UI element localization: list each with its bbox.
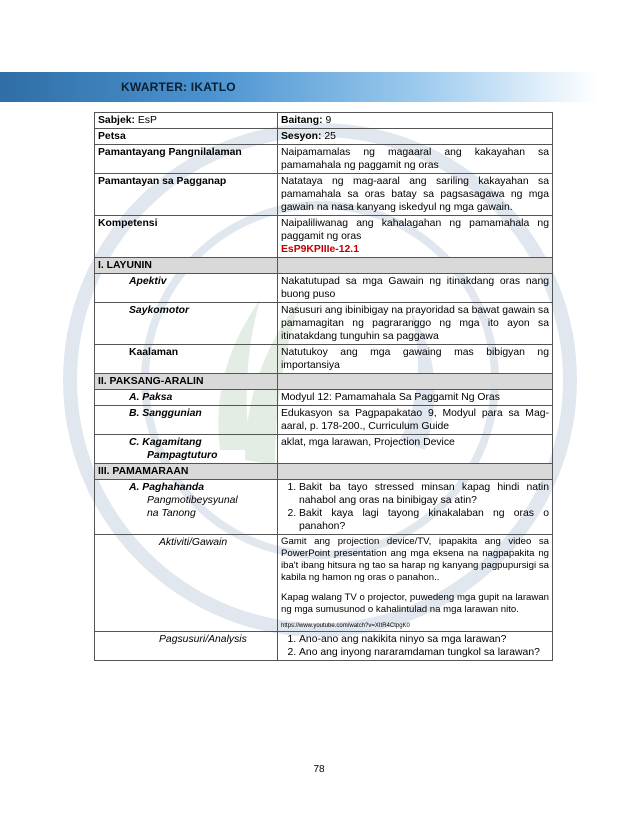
list-item: 1. Ano-ano ang nakikita ninyo sa mga larawan? <box>299 633 549 646</box>
section-subject-matter <box>95 374 553 390</box>
date-label: Petsa <box>95 129 278 145</box>
knowledge-label: Kaalaman <box>95 345 278 374</box>
procedure-heading: III. PAMAMARAAN <box>95 464 278 480</box>
psychomotor-value: Nasusuri ang ibinibigay na prayoridad sa bawat gawain sa pamamagitan ng pagraranggo ng mga ito ayon sa itinatakdang tunguhin sa paggawa <box>278 303 553 345</box>
row-psychomotor <box>95 303 553 345</box>
row-topic <box>95 390 553 406</box>
preparation-label: A. Paghahanda Pangmotibeysyunal na Tanong <box>95 480 278 535</box>
affective-label: Apektiv <box>95 274 278 303</box>
content-standard-label: Pamantayang Pangnilalaman <box>95 145 278 174</box>
row-analysis <box>95 632 553 661</box>
materials-value: aklat, mga larawan, Projection Device <box>278 435 553 464</box>
subject-matter-heading: II. PAKSANG-ARALIN <box>95 374 278 390</box>
row-subject <box>95 113 553 129</box>
list-item: 2. Bakit kaya lagi tayong kinakalaban ng oras o panahon? <box>299 507 549 533</box>
subject-cell: Sabjek: EsP <box>95 113 278 129</box>
section-procedure <box>95 464 553 480</box>
activity-paragraph-1: Gamit ang projection device/TV, ipapakita ang video sa PowerPoint presentation ang mga eksena na nagpapakita ng iba't ibang hitsura ng tao sa harap ng kanyang pagpupursigi sa kabila ng hamon ng oras o panahon.. <box>281 536 549 583</box>
competency-label: Kompetensi <box>95 216 278 258</box>
list-item: 1. Bakit ba tayo stressed minsan kapag hindi natin nahabol ang oras na binibigay sa atin? <box>299 481 549 507</box>
row-competency <box>95 216 553 258</box>
section-objectives <box>95 258 553 274</box>
performance-standard-value: Natataya ng mag-aaral ang sariling kakayahan sa pamamahala sa oras batay sa pagsasagawa ng mga gawain na nasa kanyang iskedyul ng mga gawain. <box>278 174 553 216</box>
list-item: 2. Ano ang inyong nararamdaman tungkol sa larawan? <box>299 646 549 659</box>
page-number: 78 <box>313 764 325 775</box>
row-references <box>95 406 553 435</box>
references-label: B. Sanggunian <box>95 406 278 435</box>
competency-cell <box>278 216 553 258</box>
row-activity <box>95 535 553 632</box>
activity-cell <box>278 535 553 632</box>
analysis-questions <box>278 632 553 661</box>
competency-value: Naipaliliwanag ang kahalagahan ng pamamahala ng paggamit ng oras <box>281 218 549 242</box>
session-value: 25 <box>324 131 336 142</box>
content-standard-value: Naipamamalas ng magaaral ang kakayahan sa pamamahala ng paggamit ng oras <box>278 145 553 174</box>
session-cell: Sesyon: 25 <box>278 129 553 145</box>
grade-cell: Baitang: 9 <box>278 113 553 129</box>
row-preparation <box>95 480 553 535</box>
performance-standard-label: Pamantayan sa Pagganap <box>95 174 278 216</box>
quarter-label: KWARTER: IKATLO <box>121 80 236 94</box>
lesson-plan-table <box>94 112 553 661</box>
activity-paragraph-2: Kapag walang TV o projector, puwedeng mga gupit na larawan ng mga sumusunod o kahalintulad na mga larawan nito. <box>281 592 549 615</box>
materials-label: C. Kagamitang Pampagtuturo <box>95 435 278 464</box>
grade-value: 9 <box>325 115 332 126</box>
references-value: Edukasyon sa Pagpapakatao 9, Modyul para sa Mag-aaral, p. 178-200., Curriculum Guide <box>278 406 553 435</box>
objectives-heading: I. LAYUNIN <box>95 258 278 274</box>
quarter-banner <box>0 72 598 102</box>
row-performance-standard <box>95 174 553 216</box>
subject-value: EsP <box>137 115 157 126</box>
row-affective <box>95 274 553 303</box>
psychomotor-label: Saykomotor <box>95 303 278 345</box>
preparation-questions <box>278 480 553 535</box>
row-knowledge <box>95 345 553 374</box>
row-date <box>95 129 553 145</box>
row-content-standard <box>95 145 553 174</box>
knowledge-value: Natutukoy ang mga gawaing mas bibigyan ng importansiya <box>278 345 553 374</box>
activity-label: Aktiviti/Gawain <box>95 535 278 632</box>
affective-value: Nakatutupad sa mga Gawain ng itinakdang oras nang buong puso <box>278 274 553 303</box>
topic-value: Modyul 12: Pamamahala Sa Paggamit Ng Oras <box>278 390 553 406</box>
video-link[interactable]: https://www.youtube.com/watch?v=XItR4CtpgK0 <box>281 623 410 629</box>
analysis-label: Pagsusuri/Analysis <box>95 632 278 661</box>
competency-code: EsP9KPIIIe-12.1 <box>281 244 359 255</box>
row-materials <box>95 435 553 464</box>
topic-label: A. Paksa <box>95 390 278 406</box>
